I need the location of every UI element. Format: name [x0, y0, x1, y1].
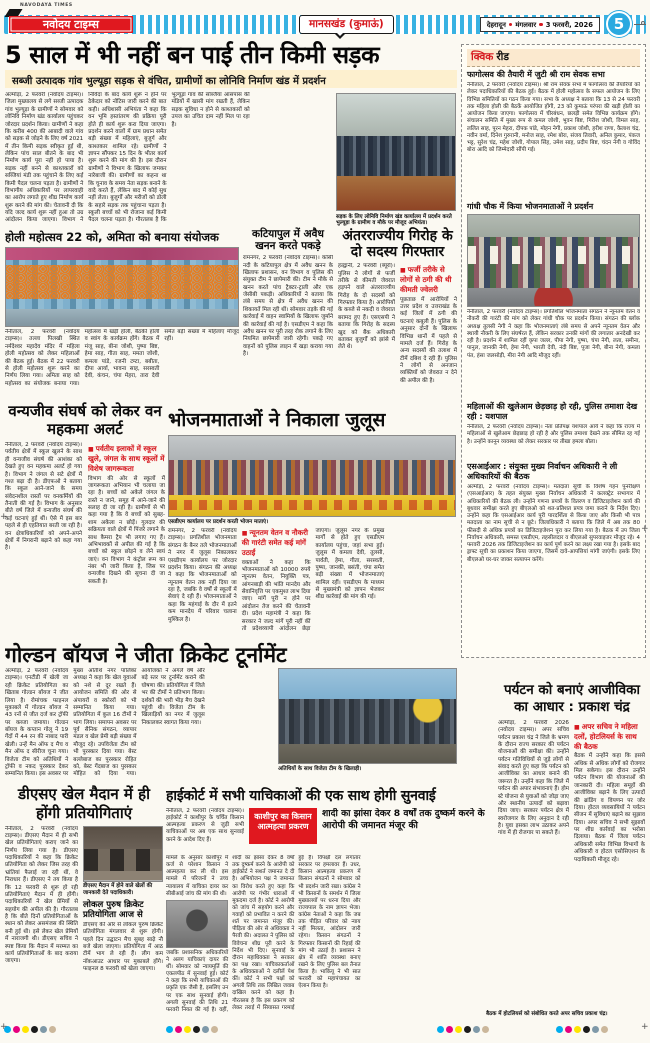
court-body	[166, 855, 493, 1015]
article-wildlife	[5, 402, 165, 630]
cricket-photo-caption: अतिथियों के साथ विजेता टीम के खिलाड़ी।	[278, 765, 362, 772]
wildlife-body-col2	[88, 442, 165, 630]
dsa-body-col2: डीएसए की ओर से लोकल पुरुष क्रिकेट प्रतियोगिता मंगलवार से शुरू होगी। पहले दिन उद्घाटन मैच सुबह साढ़े नौ बजे खेला जाएगा। प्रतियोगिता में आठ टीमें भाग ले रही हैं। लीग कम नॉकआउट आधार पर मुकाबले होंगे। फाइनल 8 फरवरी को खेला जाएगा।	[83, 921, 163, 973]
registration-dots	[4, 1026, 56, 1033]
court-headline: हाईकोर्ट में सभी याचिकाओं की एक साथ होगी सुनवाई	[166, 788, 436, 804]
black-dot	[193, 1026, 200, 1033]
article-gang	[338, 228, 457, 395]
tourism-body-continued: बैठक में उन्होंने कहा कि इससे अधिक से अधिक लोगों को रोजगार मिल सकेगा। इस दौरान उन्होंने पर्यटन विभाग की योजनाओं की जानकारी दी। महिला समूहों की आजीविका बढ़ाने के लिए उत्पादों की ब्रांडिंग व विपणन पर जोर दिया। होटल व्यवसायियों ने पर्यटन सीजन में सुविधाएं बढ़ाने का सुझाव दिया। अपर सचिव ने सभी सुझावों पर शीघ्र कार्रवाई का भरोसा दिलाया। बैठक में जिला पर्यटन अधिकारी समेत विभिन्न विभागों के अधिकारी व होटल एसोसिएशन के पदाधिकारी मौजूद रहे।	[574, 753, 645, 863]
edition-title: मानसखंड (कुमाऊं)	[299, 15, 394, 34]
tan-dot	[601, 1026, 608, 1033]
cyan-dot	[437, 1026, 444, 1033]
quick-read-title-black: रीड	[496, 51, 509, 63]
lead-photo	[336, 93, 456, 211]
date-city: देहरादून	[486, 21, 506, 29]
article-court	[166, 786, 493, 1015]
photo-floor	[6, 309, 238, 326]
gray-dot	[40, 1026, 47, 1033]
magenta-dot	[565, 1026, 572, 1033]
photo-sky	[468, 215, 639, 237]
photo-buildings	[169, 436, 455, 460]
cricket-body: अल्मोड़ा, 2 फरवरी (नवोदय टाइम्स)। एनटीडी में खेली जा रही क्रिकेट प्रतियोगिता का खिताब गोल्डन बॉयज ने जीत लिया है। रोमांचक फाइनल मुकाबले में गोल्डन बॉयज ने 43 रनों से जीत दर्ज कर ट्रॉफी पर कब्जा जमाया। गोल्डन बॉयज के कप्तान गोलू ने 19 गेंदों में 44 रन की नाबाद पारी खेली। उन्हें मैन ऑफ द मैच व मैन ऑफ द सीरीज चुना गया। विजेता टीम को अतिथियों ने ट्रॉफी व नकद पुरस्कार देकर सम्मानित किया। इस अवसर पर मुख्य अतिथि नगर पालिका अध्यक्ष ने कहा कि खेल युवाओं को नशे से दूर रखते हैं। आयोजन समिति की ओर से अंपायरों व स्कोररों को भी सम्मानित किया गया। प्रतियोगिता में कुल 16 टीमों ने भाग लिया। समापन अवसर पर पूर्व सैनिक संगठन, व्यापार मंडल व खेल प्रेमी बड़ी संख्या में मौजूद रहे। उपविजेता टीम को भी पुरस्कार दिया गया। बेस्ट बल्लेबाज का पुरस्कार रोहित को, बेस्ट गेंदबाज का पुरस्कार मोहित को दिया गया। आयोजकों ने अगले वर्ष और बड़े स्तर पर टूर्नामेंट कराने की घोषणा की। प्रतियोगिता में जिले भर की टीमों ने प्रतिभाग किया। दर्शकों की भारी भीड़ मैच देखने पहुंची थी। विजेता टीम के खिलाड़ियों का नगर में जुलूस निकालकर स्वागत किया गया।	[5, 668, 205, 778]
bhojan-body	[168, 528, 458, 640]
black-dot	[464, 1026, 471, 1033]
cricket-photo-wrap	[278, 668, 457, 784]
dsa-body-col1: नैनीताल, 2 फरवरी (नवोदय टाइम्स)। डीएसए मैदान में ही सभी खेल प्रतियोगिताएं कराए जाने का निर्णय लिया गया है। डीएसए पदाधिकारियों ने कहा कि क्रिकेट प्रतियोगिता को लेकर जिस तरह की भ्रांतियां फैलाई जा रही थीं, वे निराधार हैं। डीएसए ने तय किया है कि 12 फरवरी से शुरू हो रही प्रतियोगिताएं मैदान में ही होंगी। पदाधिकारियों ने खेल प्रेमियों से सहयोग की अपील की है। गौरतलब है कि बीते दिनों प्रतियोगिताओं के स्थान को लेकर असमंजस की स्थिति बनी हुई थी। इसे लेकर खेल प्रेमियों में नाराजगी थी। डीएसए सचिव ने स्पष्ट किया कि मैदान में मरम्मत का कार्य प्रतियोगिताओं के बाद कराया जाएगा।	[5, 825, 78, 965]
photo-ground	[468, 288, 639, 306]
tourism-body-col1: अल्मोड़ा, 2 फरवरी 2026 (नवोदय टाइम्स)। अपर सचिव पर्यटन प्रकाश चंद्र ने जिले के भ्रमण के दौरान राज्य सरकार की पर्यटन योजनाओं की समीक्षा की। उन्होंने पर्यटन गतिविधियों से जुड़े लोगों से संवाद करते हुए कहा कि पर्यटन को आजीविका का आधार बनाने की जरूरत है। उन्होंने कहा कि जिले में पर्यटन की अपार संभावनाएं हैं। होम स्टे योजना से युवाओं को जोड़ा जाए और स्थानीय उत्पादों को बढ़ावा दिया जाए। सरकार पर्यटन क्षेत्र में स्वरोजगार के लिए अनुदान दे रही है। युवा इसका लाभ उठाकर अपने गांव में ही रोजगार पा सकते हैं।	[498, 719, 569, 837]
qr-item-4-headline: एसआईआर : संयुक्त मुख्य निर्वाचन अधिकारी ने ली अधिकारियों की बैठक	[467, 462, 618, 481]
lead-body: अल्मोड़ा, 2 फरवरी (नवोदय टाइम्स)। जिला मुख्यालय से लगे सब्जी उत्पादक गांव भुल्यूड़ा के ग्रामीणों ने सोमवार को लोनिवि निर्माण खंड कार्यालय पहुंचकर जोरदार प्रदर्शन किया। ग्रामीणों ने कहा कि करीब 400 की आबादी वाले गांव को सड़क से जोड़ने के लिए वर्ष 2021 में तीन किमी सड़क स्वीकृत हुई थी, लेकिन पांच साल बीतने के बाद भी निर्माण कार्य पूरा नहीं हो पाया है। सड़क नहीं बनने से काश्तकारों को सब्जियां मंडी तक पहुंचाने के लिए कई किमी पैदल चलना पड़ता है। ग्रामीणों ने विभागीय अधिकारियों पर लापरवाही का आरोप लगाते हुए शीघ्र निर्माण कार्य शुरू करने की मांग की। चेतावनी दी कि यदि जल्द कार्य शुरू नहीं हुआ तो उग्र आंदोलन किया जाएगा। विभाग ने निविदा के बाद कार्य शुरू न होने पर ठेकेदार को नोटिस जारी करने की बात कही। अधिशासी अभियंता ने कहा कि वन भूमि हस्तांतरण की प्रक्रिया पूरी होते ही कार्य शुरू करा दिया जाएगा। प्रदर्शन करने वालों में ग्राम प्रधान समेत बड़ी संख्या में महिलाएं, बुजुर्ग और काश्तकार शामिल रहे। ग्रामीणों ने ज्ञापन सौंपकर 15 दिन के भीतर कार्य शुरू करने की मांग की है। इस दौरान ग्रामीणों ने विभाग के खिलाफ जमकर नारेबाजी की। ग्रामीणों का कहना था कि चुनाव के समय नेता सड़क बनाने के वादे करते हैं, लेकिन बाद में कोई सुध नहीं लेता। बुजुर्गों और मरीजों को डोली के सहारे सड़क तक पहुंचाना पड़ता है। स्कूली बच्चों को भी रोजाना कई किमी पैदल चलना पड़ता है। गौरतलब है कि भुल्यूड़ा गांव की सब्जियां आसपास की मंडियों में खासी मांग रखती हैं, लेकिन सड़क सुविधा न होने से काश्तकारों को उपज का उचित दाम नहीं मिल पा रहा है।	[5, 92, 250, 224]
tourism-photo-caption: बैठक में होटलियर्स को संबोधित करते अपर सचिव प्रकाश चंद्र।	[486, 1010, 608, 1017]
dot-separator	[539, 23, 543, 27]
article-holi	[5, 230, 239, 395]
yellow-dot	[574, 1026, 581, 1033]
yellow-dot	[184, 1026, 191, 1033]
dsa-photo	[83, 826, 163, 882]
registration-dots	[556, 1026, 608, 1033]
katiyapul-body: रामनगर, 2 फरवरी (नवोदय टाइम्स)। कोसी नदी के कटियापुल क्षेत्र में अवैध खनन के खिलाफ प्रशासन, वन विभाग व पुलिस की संयुक्त टीम ने छापेमारी की। टीम ने मौके से खनन करते पांच ट्रैक्टर-ट्राली और एक जेसीबी पकड़ी। अधिकारियों ने बताया कि लंबे समय से क्षेत्र में अवैध खनन की शिकायतें मिल रही थीं। सोमवार तड़के की गई कार्रवाई में वाहन स्वामियों के खिलाफ जुर्माने की कार्रवाई की गई है। एसडीएम ने कहा कि अवैध खनन पर पूरी तरह रोक लगाने के लिए नियमित छापेमारी जारी रहेगी। पकड़े गए वाहनों को पुलिस लाइन में खड़ा कराया गया है।	[243, 255, 333, 357]
tourism-body-col2	[574, 720, 645, 928]
magenta-dot	[13, 1026, 20, 1033]
dsa-col2	[83, 826, 163, 1018]
cricket-headline: गोल्डन बॉयज ने जीता क्रिकेट टूर्नामेंट	[5, 643, 287, 667]
photo-background	[84, 827, 162, 850]
cricket-photo	[278, 668, 457, 764]
holi-body: नैनीताल, 2 फरवरी (नवोदय टाइम्स)। तल्ला पिलखी स्थित नर्मदेश्वर महादेव मंदिर में महिला होली महोत्सव को लेकर महिलाओं की बैठक हुई। बैठक में 22 फरवरी से होली महोत्सव शुरू करने का निर्णय लिया गया। अमिता साह को महोत्सव का संयोजक बनाया गया। महोत्सव में खड़ी होली, बैठकी होली व स्वांग के कार्यक्रम होंगे। बैठक में मंजू साह, बीना जोशी, पुष्पा बिष्ट, हेमा साह, गीता साह, ममता जोशी, कमला पांडे, रजनी टम्टा, बबीता, दीपा आर्या, भावना साह, सरस्वती देवी, कंचन, चंपा मेहरा, तारा देवी समेत बड़ी संख्या में महिलाएं मौजूद रहीं।	[5, 329, 239, 387]
court-kicker-box: काशीपुर का किसान आत्महत्या प्रकरण	[249, 808, 317, 844]
dot-separator	[509, 23, 513, 27]
lead-headline: 5 साल में भी नहीं बन पाई तीन किमी सड़क	[5, 41, 380, 69]
black-dot	[31, 1026, 38, 1033]
registration-plus	[641, 524, 649, 534]
registration-plus	[0, 512, 8, 522]
wildlife-standfirst: ■ पर्वतीय इलाकों में स्कूल खुले, जंगल के साथ स्कूलों में विशेष जागरूकता	[88, 444, 165, 474]
photo-sky	[279, 669, 456, 699]
gang-standfirst: ■ फर्जी तरीके से लोगों से ठगी की थी कीमती ज्वेलरी	[400, 265, 457, 295]
date-day: मंगलवार	[515, 21, 537, 29]
holi-headline: होली महोत्सव 22 को, अमिता को बनाया संयोजक	[5, 230, 219, 244]
bhojan-standfirst: ■ न्यूनतम वेतन व नौकरी की गारंटी समेत कई मांगें उठाईं	[242, 528, 311, 558]
photo-sky	[337, 94, 455, 136]
tourism-headline: पर्यटन को बनाएं आजीविका का आधार : प्रकाश चंद्र	[503, 682, 641, 715]
qr-item-1-body: नैनीताल, 2 फरवरी (नवोदय टाइम्स)। श्री राम सेवक सभा में फागोत्सव की तैयारियों को लेकर पदाधिकारियों की बैठक हुई। बैठक में होली महोत्सव के सफल आयोजन के लिए विभिन्न समितियों का गठन किया गया। सभा के अध्यक्ष ने बताया कि 13 से 24 फरवरी तक महिला होली की बैठकें आयोजित होंगी, 23 को कुमाऊं परंपरा की खड़ी होली का आयोजन किया जाएगा। फागोत्सव में चीरबंधन, छलड़ी समेत विभिन्न कार्यक्रम होंगे। संचालन समिति में मुख्य रूप से कमल जोशी, भुवन बिष्ट, गिरीश जोशी, विमल साह, ललित साह, पूरन मेहरा, दीपक पांडे, मोहन नेगी, प्रकाश जोशी, हरीश राणा, कैलाश चंद्र, नवीन वर्मा, दिनेश गुरुरानी, मनोज साह, रमेश बोरा, संजय तिवारी, अनिल कुमार, पंकज भट्ट, सुरेश चंद्र, महेश जोशी, गोपाल सिंह, उमेश साह, प्रदीप बिष्ट, चंदन नेगी व गोविंद बोरा आदि को जिम्मेदारी सौंपी गई।	[467, 82, 640, 154]
qr-item-3-headline: महिलाओं की खुलेआम छेड़छाड़ हो रही, पुलिस तमाशा देख रही : यशपाल	[467, 402, 638, 421]
court-subhead: शादी का झांसा देकर 8 वर्षों तक दुष्कर्म करने के आरोपी की जमानत मंजूर की	[322, 808, 485, 831]
court-intro: नैनीताल, 2 फरवरी (नवोदय टाइम्स)। हाईकोर्ट ने काशीपुर के चर्चित किसान आत्महत्या प्रकरण से जुड़ी सभी याचिकाओं पर अब एक साथ सुनवाई करने के आदेश दिए हैं।	[166, 808, 244, 843]
dsa-subhead: लोकल पुरुष क्रिकेट प्रतियोगिता आज से	[83, 899, 144, 920]
cyan-dot	[166, 1026, 173, 1033]
photo-team	[279, 699, 456, 744]
registration-dots	[437, 1026, 489, 1033]
tan-dot	[482, 1026, 489, 1033]
gang-body-continued: पूछताछ में आरोपियों ने उत्तर प्रदेश व उत्तराखंड के कई जिलों में ठगी की घटनाएं कबूली हैं। पुलिस के अनुसार दोनों के खिलाफ विभिन्न थानों में पहले से मामले दर्ज हैं। गिरोह के अन्य सदस्यों की तलाश में टीमें दबिश दे रही हैं। पुलिस ने लोगों से अनजान व्यक्तियों को जेवरात न देने की अपील की है।	[400, 296, 457, 384]
gray-dot	[202, 1026, 209, 1033]
gang-body-col1: हल्द्वानी, 2 फरवरी (ब्यूरो)। पुलिस ने लोगों से फर्जी तरीके से कीमती जेवरात हड़पने वाले अंतरराज्यीय गिरोह के दो सदस्यों को गिरफ्तार किया है। आरोपियों के कब्जे से नकदी व जेवरात बरामद हुए हैं। एसएसपी ने बताया कि गिरोह के सदस्य खुद को बैंक अधिकारी बताकर बुजुर्गों को झांसे में लेते थे।	[338, 263, 395, 351]
quick-read-box	[461, 44, 646, 658]
court-body-part2: जबकि प्रशासनिक अधिकारियों ने अलग याचिकाएं दायर की थीं। सोमवार को न्यायमूर्ति की एकलपीठ में सुनवाई हुई। कोर्ट ने कहा कि सभी याचिकाओं की प्रकृति एक जैसी है, इसलिए उन पर एक साथ सुनवाई होगी। अगली सुनवाई की तिथि 21 फरवरी नियत की गई है। वहीं, शादी का झांसा देकर 8 वर्षों तक दुष्कर्म करने के आरोपी को हाईकोर्ट ने सशर्त जमानत दे दी है। अभियोजन पक्ष ने जमानत का विरोध करते हुए कहा कि आरोपी पर गंभीर धाराओं में मुकदमा दर्ज है। कोर्ट ने आरोपी को जांच में सहयोग करने और गवाहों को प्रभावित न करने की शर्त पर जमानत मंजूर की। पीड़िता की ओर से अधिवक्ता ने पैरवी की। अदालत ने पुलिस को विवेचना शीघ्र पूरी करने के निर्देश भी दिए। सुनवाई के दौरान महाधिवक्ता ने सरकार का पक्ष रखा। याचिकाकर्ताओं के अधिवक्ताओं ने दलीलें पेश कीं। कोर्ट ने सभी पक्षों को अगली तिथि तक लिखित जवाब दाखिल करने को कहा है। गौरतलब है कि इस प्रकरण को लेकर तराई में सियासत गरमाई हुई है। विपक्षी दल लगातार सरकार पर हमलावर हैं। उधर, किसान आत्महत्या प्रकरण में किसान संगठनों ने सोमवार को भी प्रदर्शन जारी रखा। कांग्रेस ने भी किसानों के समर्थन में जिला मुख्यालयों पर धरना दिया और राज्यपाल के नाम ज्ञापन भेजा। कांग्रेस नेताओं ने कहा कि जब तक पीड़ित परिवार को न्याय नहीं मिलता, आंदोलन जारी रहेगा। किसान संगठनों ने गिरफ्तार किसानों की रिहाई की मांग भी उठाई है। प्रशासन ने क्षेत्र में शांति व्यवस्था बनाए रखने के लिए पुलिस बल तैनात किया है। भाकियू ने भी सात फरवरी को महापंचायत का ऐलान किया है।	[166, 855, 361, 1013]
qr-item-4-body: अल्मोड़ा, 2 फरवरी (नवोदय टाइम्स)। मतदाता सूची के विशेष गहन पुनरीक्षण (एसआईआर) के तहत संयुक्त मुख्य निर्वाचन अधिकारी ने कलक्ट्रेट सभागार में अधिकारियों की बैठक ली। उन्होंने गणना प्रपत्रों के वितरण व डिजिटाइजेशन कार्य की बूथवार समीक्षा करते हुए बीएलओ को शत-प्रतिशत प्रपत्र जमा कराने के निर्देश दिए। उन्होंने कहा कि एसआईआर कार्य पूरी पारदर्शिता से किया जाए और किसी भी पात्र मतदाता का नाम सूची से न छूटे। जिलाधिकारी ने बताया कि जिले में अब तक 80 फीसदी से अधिक प्रपत्रों का डिजिटाइजेशन पूरा कर लिया गया है। बैठक में उप जिला निर्वाचन अधिकारी, समस्त एसडीएम, तहसीलदार व बीएलओ सुपरवाइजर मौजूद रहे। 4 फरवरी 2026 तक डिजिटाइजेशन का कार्य पूर्ण करने का लक्ष्य रखा गया है। इसके बाद ड्राफ्ट सूची का प्रकाशन किया जाएगा, जिसमें दावे-आपत्तियां मांगी जाएंगी। इसके लिए बीएलओ घर-घर जाकर सत्यापन करेंगे।	[467, 484, 640, 563]
magenta-dot	[446, 1026, 453, 1033]
article-dsa	[5, 785, 163, 1018]
qr-item-2-body: नैनीताल, 2 फरवरी (नवोदय टाइम्स)। प्रगतिशील भोजनमाता संगठन ने न्यूनतम वेतन व नौकरी की गारंटी की मांग को लेकर गांधी चौक पर प्रदर्शन किया। संगठन की ब्लॉक अध्यक्ष तुलसी नेगी ने कहा कि भोजनमाताएं लंबे समय से अपने न्यूनतम वेतन और स्थायी नौकरी के लिए संघर्षरत हैं, लेकिन सरकार उनकी मांगों की लगातार अनदेखी कर रही है। प्रदर्शन में शामिल रहीं कृपा जल्ल, पीपा नेगी, पुष्पा, चंपा नेगी, लता, समीना, पानुल, जानकी नेगी, हेमा नेगी, भारती देवी, नंदी बिष्ट, पूजा नेगी, बीना नेगी, कमला पंत, हंसा जलसोड़ी, मीरा नेगी आदि मौजूद रहीं।	[467, 309, 640, 359]
wildlife-body-continued: विभाग की ओर से स्कूलों में जागरूकता अभियान भी चलाया जा रहा है। बच्चों को अकेले जंगल के रास्ते न जाने, समूह में आने-जाने की सलाह दी जा रही है। ग्रामीणों से भी कहा गया है कि वे बच्चों को सुबह-शाम अकेला न छोड़ें। गुलदार की सक्रियता वाले क्षेत्रों में पिंजरे लगाने के साथ कैमरा ट्रैप भी लगाए गए हैं। अभिभावकों से अपील की गई है कि बच्चों को स्कूल छोड़ने व लेने स्वयं जाएं। वन विभाग ने कंट्रोल रूम का नंबर भी जारी किया है, जिस पर वन्यजीव दिखने की सूचना दी जा सकती है।	[88, 475, 165, 585]
dsa-headline: डीएसए खेल मैदान में ही होंगी प्रतियोगिताएं	[18, 785, 150, 822]
registration-plus	[641, 1022, 649, 1032]
lead-photo-caption: सड़क के लिए लोनिवि निर्माण खंड कार्यालय में प्रदर्शन करते भुल्यूड़ा के ग्रामीण व मौके पर मौजूद अभियंता।	[336, 213, 452, 226]
page-number-badge: 5	[606, 11, 632, 37]
article-bhojanmata	[168, 406, 458, 640]
gang-headline: अंतरराज्यीय गिरोह के दो सदस्य गिरफ्तार	[342, 228, 453, 261]
photo-ground	[337, 176, 455, 210]
photo-table	[84, 871, 162, 881]
tourism-standfirst: ■ अपर सचिव ने महिला दलों, होटलियर्स के साथ की बैठक	[574, 722, 645, 752]
yellow-dot	[455, 1026, 462, 1033]
newspaper-logo: नवोदय टाइम्स	[9, 16, 133, 33]
photo-people	[84, 849, 162, 871]
gray-dot	[592, 1026, 599, 1033]
bhojan-body-part2: वक्ताओं ने कहा कि भोजनमाताओं को 10000 रुपये न्यूनतम वेतन, नियुक्ति पत्र, आंगनबाड़ी की भांति मानदेय और सेवानिवृत्ति पर एकमुश्त लाभ दिया जाए। मांगें पूरी न होने पर आंदोलन तेज करने की चेतावनी दी। प्रदेश महामंत्री ने कहा कि सरकार ने जल्द मांगें पूरी नहीं कीं तो प्रदेशव्यापी आंदोलन छेड़ा जाएगा। जुलूस नगर के प्रमुख मार्गों से होते हुए एसडीएम कार्यालय पहुंचा, जहां सभा हुई। जुलूस में कमला देवी, तुलसी, पार्वती, हेमा, गीता, सरस्वती, पुष्पा, जानकी, बसंती, चंपा समेत बड़ी संख्या में भोजनमाताएं शामिल रहीं। एसडीएम के माध्यम से मुख्यमंत्री को ज्ञापन भेजकर शीघ्र कार्रवाई की मांग की गई।	[241, 528, 385, 632]
court-body-part1: मामले के अनुसार काशीपुर में कर्ज से परेशान किसान ने आत्महत्या कर ली थी। इस मामले में परिजनों ने उच्च न्यायालय में याचिका दायर कर सीबीआई जांच की मांग की थी।	[166, 855, 229, 897]
photo-ground	[279, 744, 456, 763]
folio-text: NAVODAYA TIMES	[20, 3, 73, 8]
quick-read-title-red: क्विक	[471, 51, 494, 63]
qr-item-1-headline: फागोत्सव की तैयारी में जुटी श्री राम सेवक सभा	[467, 70, 605, 79]
date-value: 3 फरवरी, 2026	[545, 21, 593, 29]
wildlife-body-col1: नैनीताल, 2 फरवरी (नवोदय टाइम्स)। पर्वतीय क्षेत्रों में स्कूल खुलने के साथ ही वन्यजीव संघर्ष की आशंका को देखते हुए वन महकमा अलर्ट हो गया है। विभाग ने जंगल से सटे क्षेत्रों में गश्त बढ़ा दी है। डीएफओ ने बताया कि स्कूल आने-जाने के समय संवेदनशील रास्तों पर वनकर्मियों की तैनाती की गई है। विभाग के अनुसार बीते वर्ष जिले में वन्यजीव संघर्ष की कई घटनाएं हुई थीं। ऐसे में इस बार पहले से ही एहतियात बरती जा रही है। वन क्षेत्राधिकारियों को अपने-अपने क्षेत्रों में निगरानी बढ़ाने को कहा गया है।	[5, 442, 82, 552]
end-mark	[641, 21, 645, 25]
holi-photo	[5, 247, 239, 327]
article-katiyapul	[243, 228, 333, 395]
qr-photo-protest	[467, 214, 640, 307]
gray-dot	[473, 1026, 480, 1033]
tan-dot	[211, 1026, 218, 1033]
court-mugshot-photo	[166, 900, 228, 948]
quick-read-title	[467, 49, 640, 67]
katiyapul-headline: कटियापुल में अवैध खनन करते पकड़े	[252, 228, 324, 253]
registration-plus	[0, 1022, 8, 1032]
bhojan-photo-caption: एसडीएम कार्यालय पर प्रदर्शन करती भोजन माताएं।	[168, 518, 269, 525]
qr-item-3-body: नैनीताल, 2 फरवरी (नवोदय टाइम्स)। नेता प्रतिपक्ष यशपाल आर्य ने कहा कि राज्य में महिलाओं से खुलेआम छेड़छाड़ हो रही है और पुलिस तमाशा देखने तक सीमित रह गई है। उन्होंने कानून व्यवस्था को लेकर सरकार पर तीखा हमला बोला।	[467, 424, 640, 445]
article-cricket	[5, 641, 457, 784]
lead-standfirst: सब्जी उत्पादक गांव भुल्यूड़ा सड़क से वंचित, ग्रामीणों का लोनिवि निर्माण खंड में प्रदर्शन	[5, 70, 457, 88]
gang-body-col2	[400, 263, 457, 395]
wildlife-headline: वन्यजीव संघर्ष को लेकर वन महकमा अलर्ट	[8, 402, 162, 438]
photo-banner-text	[169, 500, 455, 510]
registration-dots	[166, 1026, 218, 1033]
bhojan-headline: भोजनमाताओं ने निकाला जुलूस	[168, 409, 386, 431]
qr-item-2-headline: गांधी चौक में किया भोजनमाताओं ने प्रदर्शन	[467, 202, 594, 211]
black-dot	[583, 1026, 590, 1033]
date-box	[480, 17, 600, 32]
bhojan-body-part1: रामनगर, 2 फरवरी (नवोदय टाइम्स)। प्रगतिशील भोजनमाता संगठन के बैनर तले भोजनमाताओं ने नगर में जुलूस निकालकर एसडीएम कार्यालय पर जोरदार प्रदर्शन किया। संगठन की अध्यक्ष ने कहा कि भोजनमाताओं को न्यूनतम वेतन तक नहीं दिया जा रहा है, जबकि वे वर्षों से स्कूलों में सेवाएं दे रही हैं। भोजनमाताओं ने कहा कि महंगाई के दौर में इतने कम मानदेय में परिवार चलाना मुश्किल है।	[168, 528, 237, 623]
tan-dot	[49, 1026, 56, 1033]
photo-crowd	[337, 136, 455, 177]
photo-garlands	[6, 265, 238, 299]
article-tourism	[498, 682, 646, 928]
magenta-dot	[175, 1026, 182, 1033]
cyan-dot	[556, 1026, 563, 1033]
bhojan-photo	[168, 435, 456, 517]
yellow-dot	[22, 1026, 29, 1033]
photo-posters	[468, 246, 639, 264]
photo-marchers	[169, 460, 455, 495]
dsa-photo-caption: डीएसए मैदान में होने वाले खेलों की जानकारी देते पदाधिकारी।	[83, 883, 153, 896]
photo-banner	[6, 248, 238, 260]
